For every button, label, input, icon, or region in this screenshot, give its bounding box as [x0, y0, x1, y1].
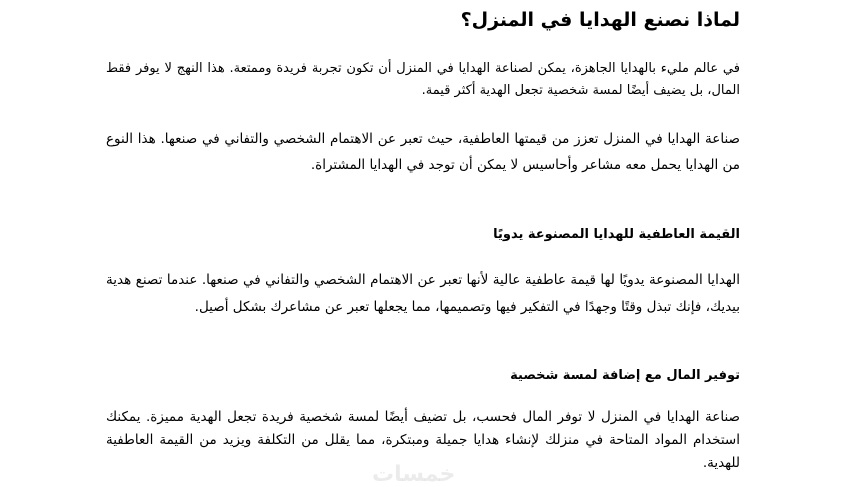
- paragraph-handmade-value: الهدايا المصنوعة يدويًا لها قيمة عاطفية عالية لأنها تعبر عن الاهتمام الشخصي والتفاني في صنعها. عندما تصنع هدية بيديك، فإنك تبذل وقتًا وجهدًا في التفكير فيها وتصميمها، مما يجعلها تعبر عن مشاعرك بشكل أصيل.: [106, 272, 740, 315]
- section-heading-emotional-value: القيمة العاطفية للهدايا المصنوعة يدويًا: [493, 227, 740, 242]
- paragraph-save-money: صناعة الهدايا في المنزل لا توفر المال فحسب، بل تضيف أيضًا لمسة شخصية فريدة تجعل الهدية مميزة. يمكنك استخدام المواد المتاحة في منزلك لإنشاء هدايا جميلة ومبتكرة، مما يقلل من التكلفة ويزيد من القيمة العاطفية للهدية.: [106, 409, 740, 471]
- section-heading-save-money: توفير المال مع إضافة لمسة شخصية: [510, 368, 740, 383]
- page-title: لماذا نصنع الهدايا في المنزل؟: [460, 9, 740, 31]
- watermark-logo: خمسات: [372, 462, 456, 487]
- paragraph-intro: في عالم مليء بالهدايا الجاهزة، يمكن لصناعة الهدايا في المنزل أن تكون تجربة فريدة وممتعة. هذا النهج لا يوفر فقط المال، بل يضيف أيضًا لمسة شخصية تجعل الهدية أكثر قيمة.: [106, 61, 740, 98]
- document-page: [106, 0, 740, 486]
- paragraph-emotional-value: صناعة الهدايا في المنزل تعزز من قيمتها العاطفية، حيث تعبر عن الاهتمام الشخصي والتفاني في صنعها. هذا النوع من الهدايا يحمل معه مشاعر وأحاسيس لا يمكن أن توجد في الهدايا المشتراة.: [106, 131, 740, 173]
